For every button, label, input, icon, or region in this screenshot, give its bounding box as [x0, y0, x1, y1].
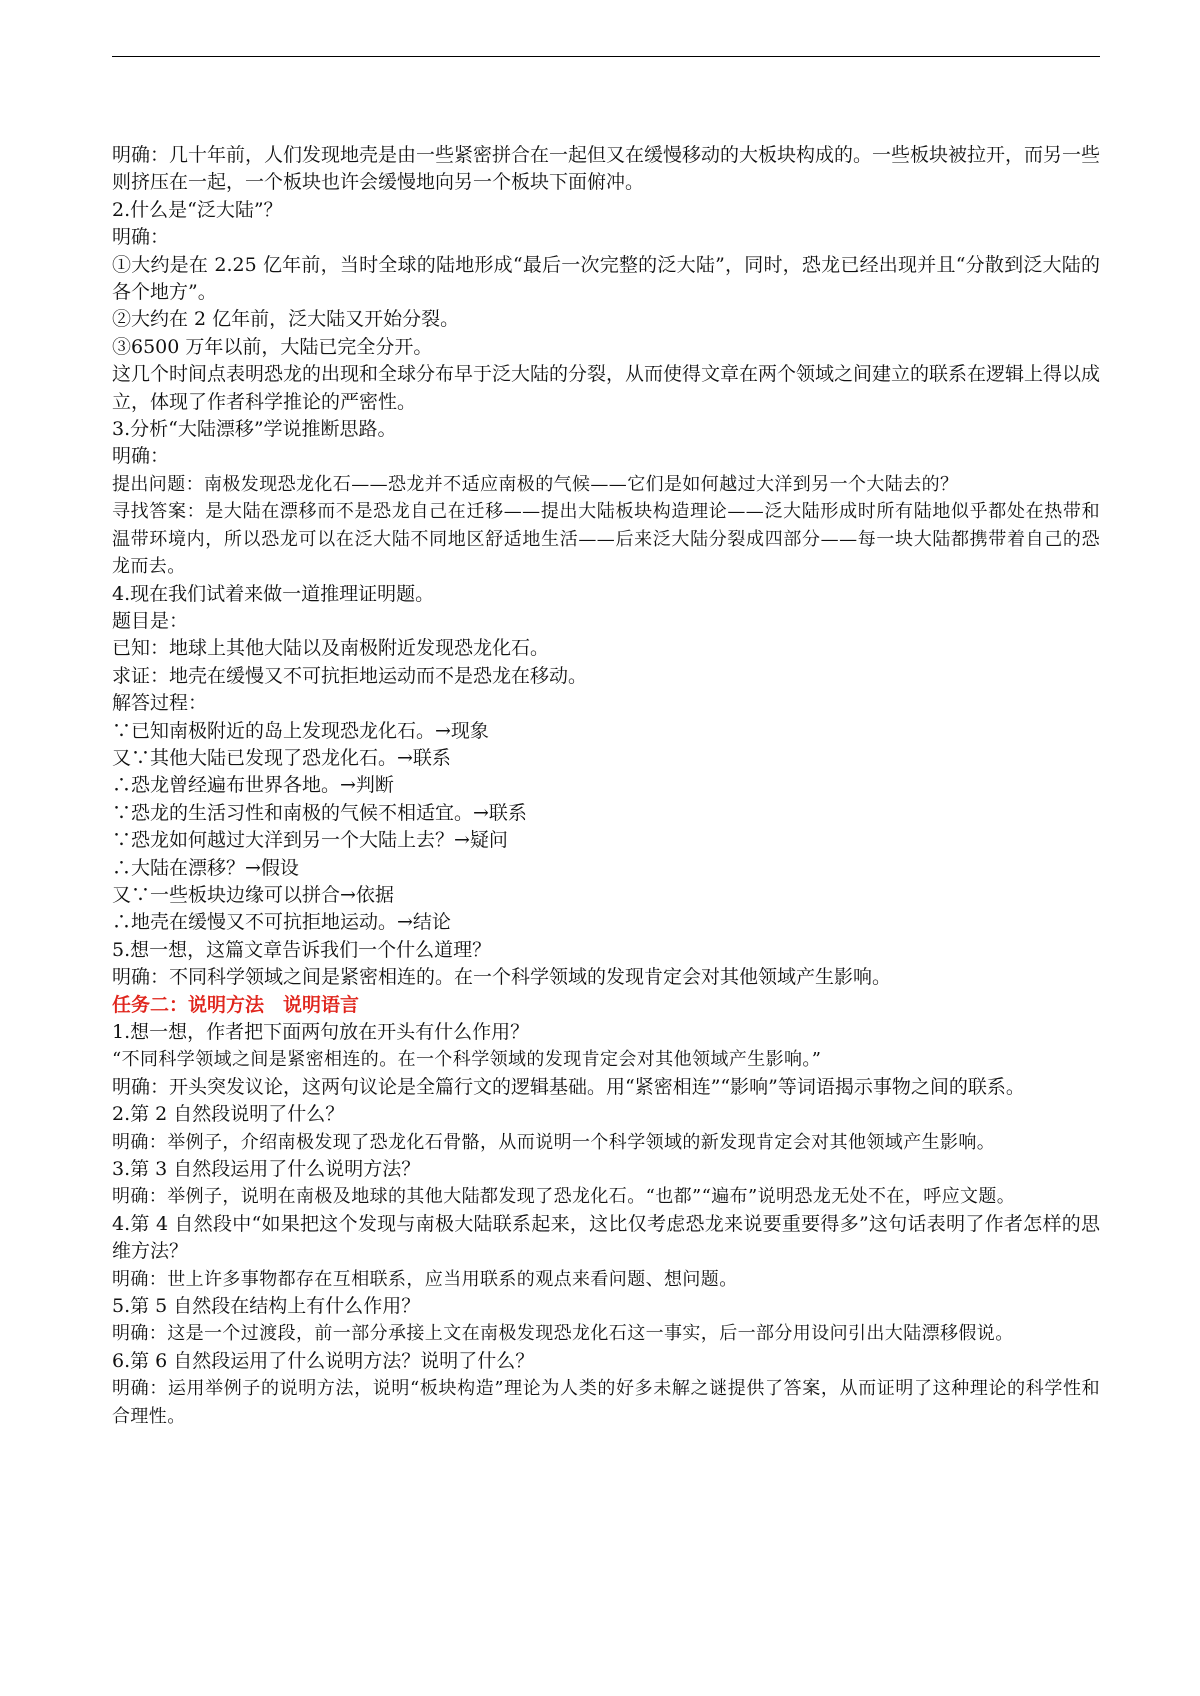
question-4: 4.现在我们试着来做一道推理证明题。 — [112, 582, 435, 605]
proof-step-3: ∴恐龙曾经遍布世界各地。→判断 — [112, 774, 394, 797]
answer-plate-tectonics: 明确：几十年前，人们发现地壳是由一些紧密拼合在一起但又在缓慢移动的大板块构成的。一些板块被拉开，而另一些则挤压在一起，一个板块也许会缓慢地向另一个板块下面俯冲。 — [112, 144, 1101, 194]
proof-step-6: ∴大陆在漂移？→假设 — [112, 856, 299, 879]
answer-point-2: ②大约在 2 亿年前，泛大陆又开始分裂。 — [112, 308, 460, 331]
prove-text: 求证：地壳在缓慢又不可抗拒地运动而不是恐龙在移动。 — [112, 664, 588, 687]
proof-step-1: ∵已知南极附近的岛上发现恐龙化石。→现象 — [112, 719, 489, 742]
task2-answer-2: 明确：举例子，介绍南极发现了恐龙化石骨骼，从而说明一个科学领域的新发现肯定会对其他领域产生影响。 — [112, 1131, 996, 1153]
solution-label: 解答过程： — [112, 692, 208, 715]
find-answer-text: 寻找答案：是大陆在漂移而不是恐龙自己在迁移——提出大陆板块构造理论——泛大陆形成时所有陆地似乎都处在热带和温带环境内，所以恐龙可以在泛大陆不同地区舒适地生活——后来泛大陆分裂成四部分——每一块大陆都携带着自己的恐龙而去。 — [112, 501, 1100, 578]
proof-step-8: ∴地壳在缓慢又不可抗拒地运动。→结论 — [112, 911, 451, 934]
answer-point-3: ③6500 万年以前，大陆已完全分开。 — [112, 335, 433, 358]
given-text: 已知：地球上其他大陆以及南极附近发现恐龙化石。 — [112, 637, 550, 660]
header-rule — [112, 56, 1100, 57]
answer-label: 明确： — [112, 226, 170, 249]
task2-question-4: 4.第 4 自然段中“如果把这个发现与南极大陆联系起来，这比仅考虑恐龙来说要重要得多”这句话表明了作者怎样的思维方法？ — [112, 1212, 1100, 1263]
task2-question-2: 2.第 2 自然段说明了什么？ — [112, 1103, 345, 1126]
task2-answer-3: 明确：举例子，说明在南极及地球的其他大陆都发现了恐龙化石。“也都”“遍布”说明恐龙无处不在，呼应文题。 — [112, 1186, 1016, 1208]
proof-step-2: 又∵其他大陆已发现了恐龙化石。→联系 — [112, 746, 451, 769]
task2-answer-4: 明确：世上许多事物都存在互相联系，应当用联系的观点来看问题、想问题。 — [112, 1268, 738, 1290]
answer-label: 明确： — [112, 445, 170, 468]
question-5: 5.想一想，这篇文章告诉我们一个什么道理？ — [112, 938, 492, 961]
answer-5: 明确：不同科学领域之间是紧密相连的。在一个科学领域的发现肯定会对其他领域产生影响。 — [112, 966, 892, 989]
task2-question-5: 5.第 5 自然段在结构上有什么作用？ — [112, 1295, 421, 1318]
answer-summary: 这几个时间点表明恐龙的出现和全球分布早于泛大陆的分裂，从而使得文章在两个领域之间建立的联系在逻辑上得以成立，体现了作者科学推论的严密性。 — [112, 363, 1101, 413]
proof-step-5: ∵恐龙如何越过大洋到另一个大陆上去？→疑问 — [112, 829, 508, 852]
question-3: 3.分析“大陆漂移”学说推断思路。 — [112, 418, 397, 441]
task2-answer-5: 明确：这是一个过渡段，前一部分承接上文在南极发现恐龙化石这一事实，后一部分用设问引出大陆漂移假说。 — [112, 1323, 1014, 1345]
proof-step-7: 又∵一些板块边缘可以拼合→依据 — [112, 883, 394, 906]
document-body — [112, 142, 1100, 1430]
problem-label: 题目是： — [112, 609, 189, 632]
task-2-heading: 任务二：说明方法 说明语言 — [112, 993, 360, 1016]
answer-point-1: ①大约是在 2.25 亿年前，当时全球的陆地形成“最后一次完整的泛大陆”，同时，恐龙已经出现并且“分散到泛大陆的各个地方”。 — [112, 253, 1100, 304]
task2-question-6: 6.第 6 自然段运用了什么说明方法？说明了什么？ — [112, 1349, 535, 1372]
question-2: 2.什么是“泛大陆”？ — [112, 198, 283, 221]
quoted-sentences: “不同科学领域之间是紧密相连的。在一个科学领域的发现肯定会对其他领域产生影响。” — [112, 1049, 822, 1071]
raise-question-text: 提出问题：南极发现恐龙化石——恐龙并不适应南极的气候——它们是如何越过大洋到另一个大陆去的？ — [112, 473, 959, 495]
task2-question-3: 3.第 3 自然段运用了什么说明方法？ — [112, 1158, 421, 1181]
task2-question-1: 1.想一想，作者把下面两句放在开头有什么作用？ — [112, 1021, 530, 1043]
task2-answer-1: 明确：开头突发议论，这两句议论是全篇行文的逻辑基础。用“紧密相连”“影响”等词语揭示事物之间的联系。 — [112, 1075, 1025, 1098]
proof-step-4: ∵恐龙的生活习性和南极的气候不相适宜。→联系 — [112, 801, 527, 824]
task2-answer-6: 明确：运用举例子的说明方法，说明“板块构造”理论为人类的好多未解之谜提供了答案，从而证明了这种理论的科学性和合理性。 — [112, 1378, 1100, 1427]
